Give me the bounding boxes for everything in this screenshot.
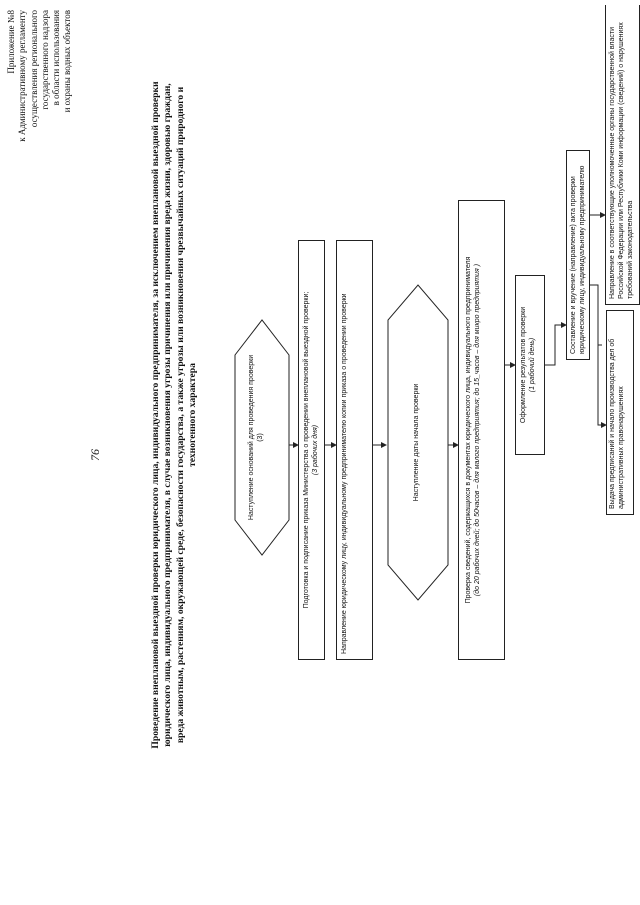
appendix-line: осуществления регионального xyxy=(28,10,39,128)
check-text: Проверка сведений, содержащихся в документах юридического лица, индивидуального предпринимателя xyxy=(465,256,472,604)
refer-text: Направление в соответствующие уполномоченные органы государственной власти Российской Федерации или Республики Коми информации (сведений) о нарушениях требований законодательства xyxy=(609,22,634,299)
send-text: Направление юридическому лицу, индивидуальному предпринимателю копии приказа о проведении проверки xyxy=(341,293,348,654)
act-box xyxy=(566,150,590,360)
page-number: 76 xyxy=(88,449,102,461)
check-duration: (до 20 рабочих дней; до 50часов – для малого предприятия; до 15_часов – для микро предприятия ) xyxy=(474,263,481,597)
arrow-act-to-prescription xyxy=(590,285,606,425)
order-text: Подготовка и подписание приказа Министерства о проведении внеплановой выездной проверки; xyxy=(303,291,310,609)
send-box xyxy=(336,240,373,660)
appendix-line: к Административному регламенту xyxy=(17,10,28,142)
appendix-line: государственного надзора xyxy=(39,10,50,110)
appendix-line: в области использования xyxy=(51,10,62,106)
appendix-line: и охраны водных объектов xyxy=(62,10,73,113)
decision-label: Наступление даты начала проверки xyxy=(413,383,420,502)
act-text: Составление и вручение (направление) акта проверки юридическому лицу, индивидуальному предпринимателю xyxy=(570,165,586,354)
check-box xyxy=(458,200,505,660)
prescription-text: Выдача предписаний и начало производства дел об административных правонарушениях xyxy=(609,338,625,509)
result-box xyxy=(515,275,545,455)
result-duration: (1 рабочий день) xyxy=(529,337,536,393)
document-title: Проведение внеплановой выездной проверки юридического лица, индивидуального предпринимателя, за исключением внеплановой выездной проверки юридического лица, индивидуального предпринимателя, в случае возникновения угрозы причинения или причинения вреда жизни, здоровью граждан, вреда животным, растениям, окружающей среде, безопасности государства, а также угрозы или возникновения чрезвычайных ситуаций природного и техногенного характера xyxy=(150,81,199,749)
prescription-box xyxy=(606,310,634,515)
refer-box xyxy=(605,5,640,305)
order-box xyxy=(298,240,325,660)
order-duration: (3 рабочих дня) xyxy=(312,424,319,476)
result-text: Оформление результатов проверки xyxy=(520,306,527,424)
arrow-result-to-act xyxy=(545,325,566,365)
appendix-line: Приложение №8 xyxy=(6,10,16,74)
start-label: Наступление оснований для проведения проверки (3) xyxy=(248,354,264,521)
